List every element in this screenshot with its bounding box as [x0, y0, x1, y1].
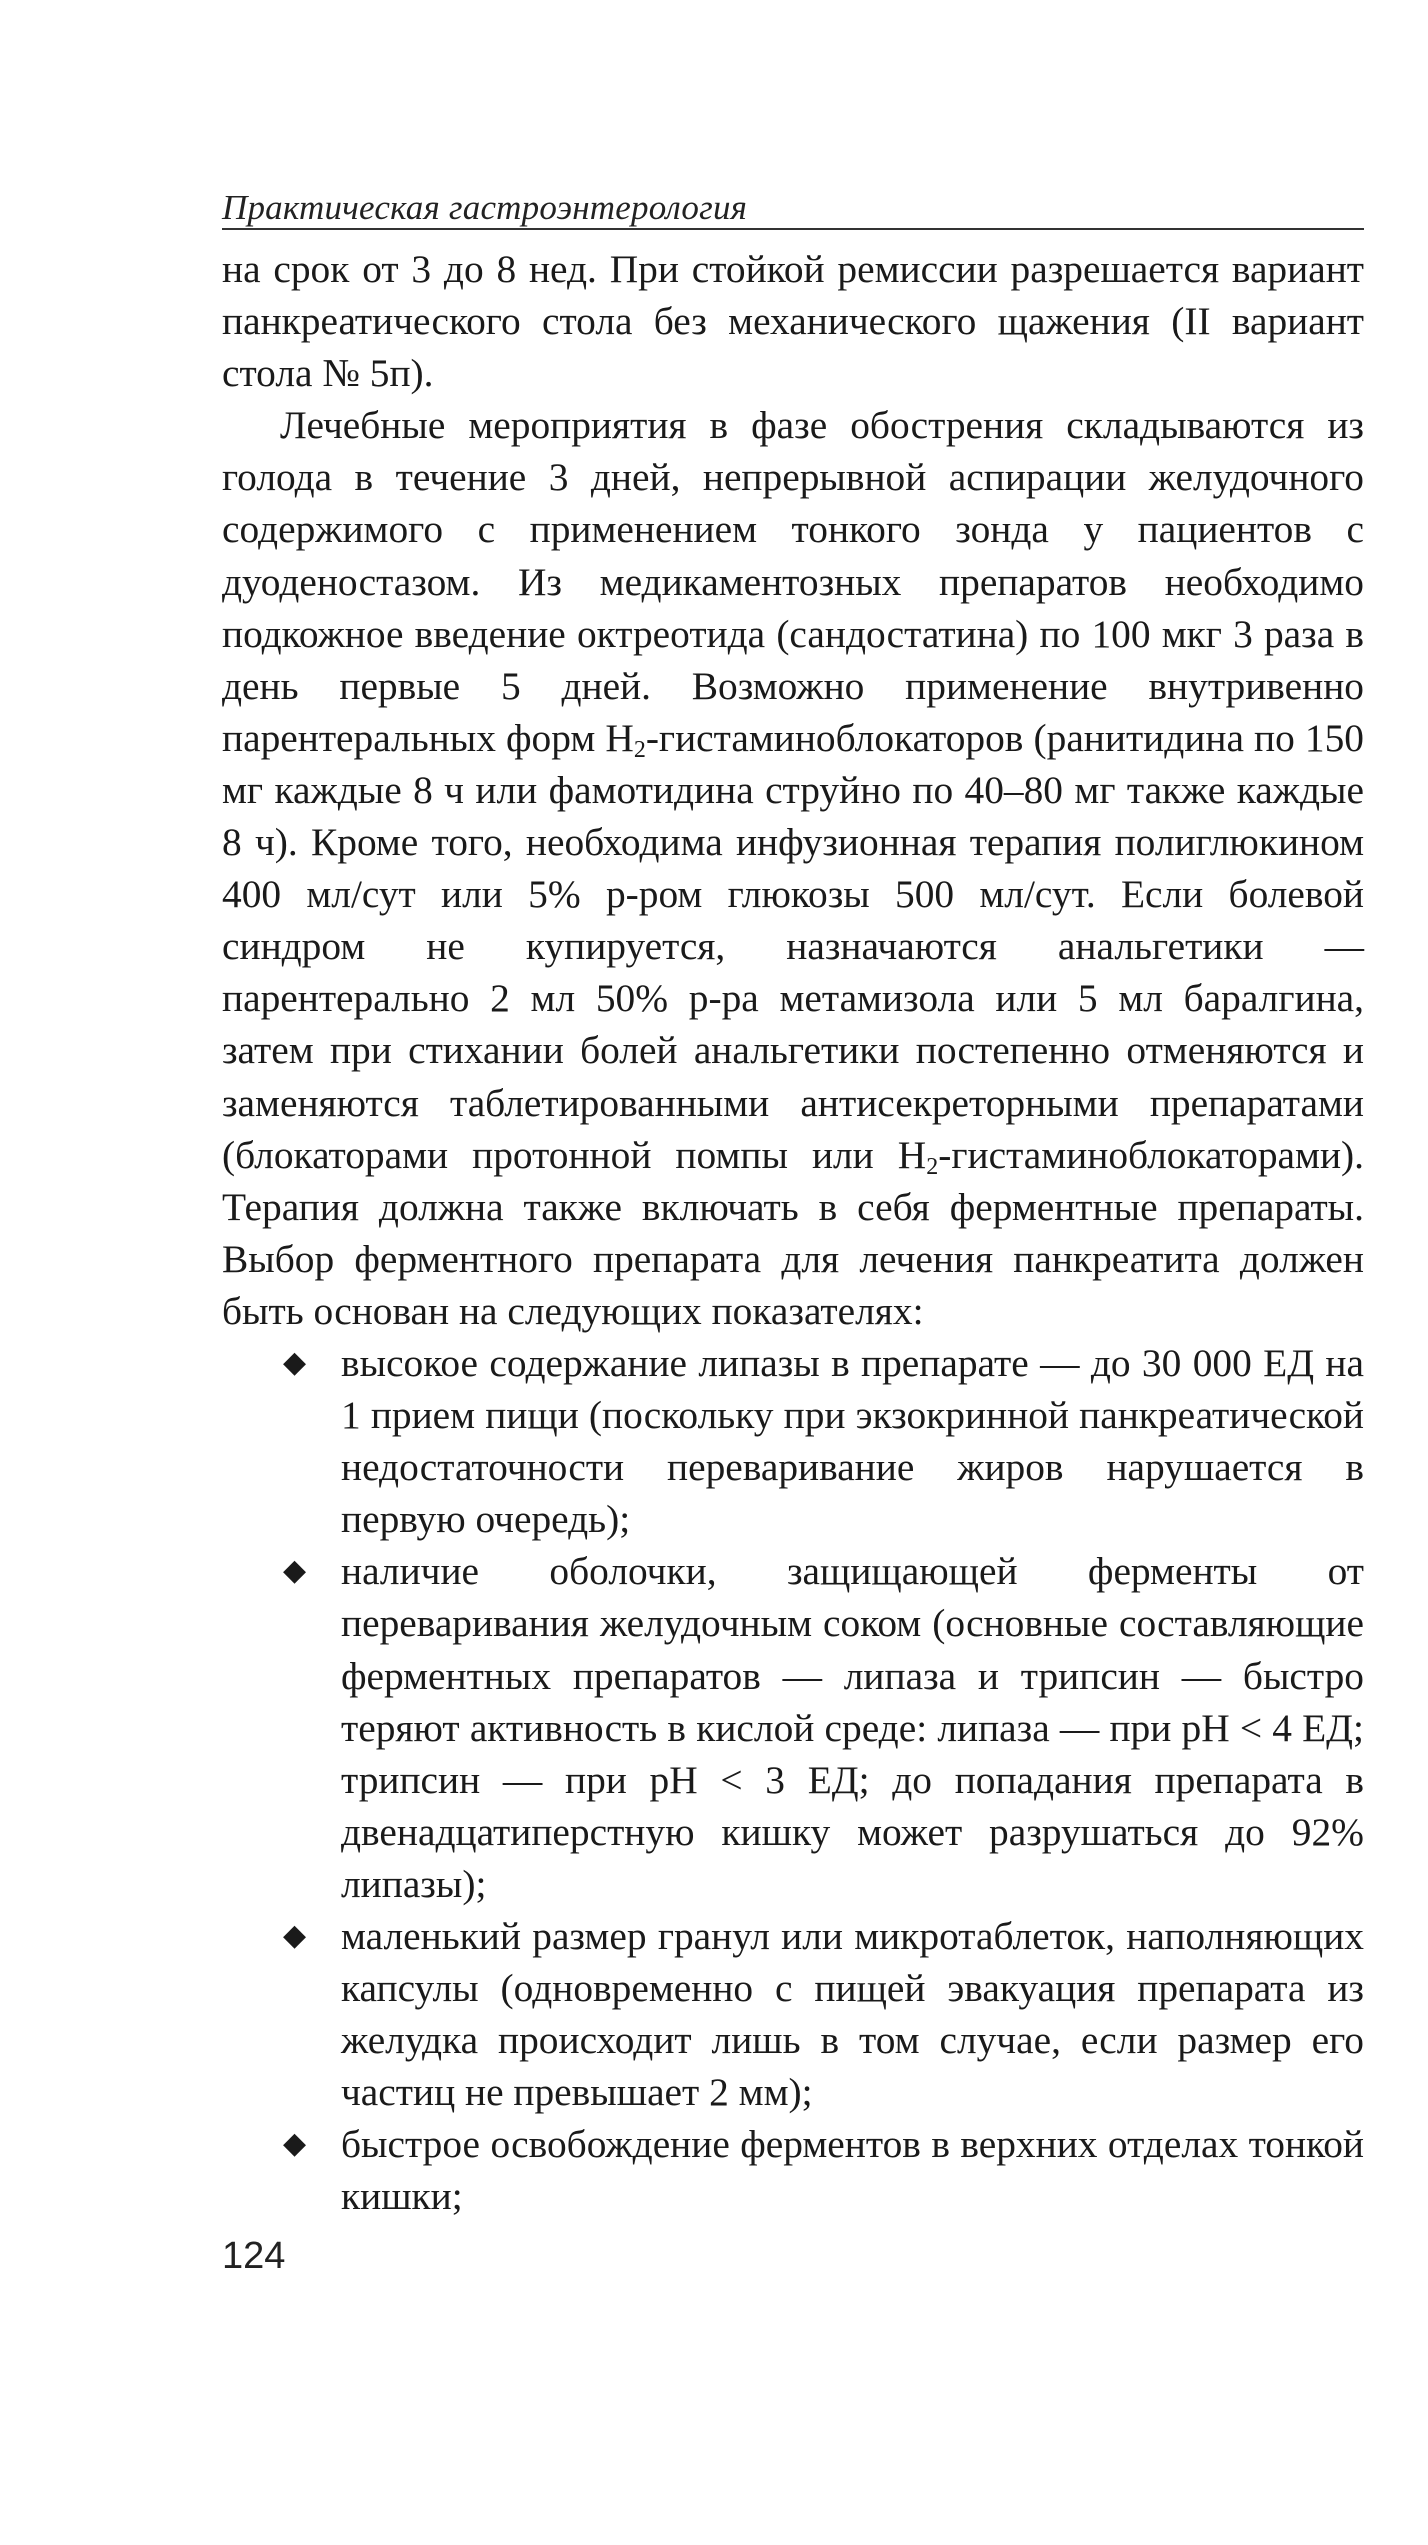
criteria-list: [222, 1337, 1364, 2223]
diamond-bullet-icon: ◆: [283, 1919, 307, 1952]
list-item: [222, 1910, 1364, 2118]
page-number: 124: [222, 2235, 286, 2277]
list-item: [222, 1337, 1364, 1545]
paragraph-text: -гистаминоблокаторов (ранитидина по 150 мг каждые 8 ч или фамотидина струйно по 40–80 мг также каждые 8 ч). Кроме того, необходима инфузионная терапия полиглюкином 400 мл/сут или 5% р-ром глюкозы 500 мл/сут. Если болевой синдром не купируется, назначаются анальгетики — парентерально 2 мл 50% р-ра метамизола или 5 мл баралгина, затем при стихании болей анальгетики постепенно отменяются и заменяются таблетированными антисекреторными препаратами (блокаторами протонной помпы или Н: [222, 715, 1365, 1177]
list-item-text: высокое содержание липазы в препарате — до 30 000 ЕД на 1 прием пищи (поскольку при экзокринной панкреатической недостаточности переваривание жиров нарушается в первую очередь);: [341, 1340, 1364, 1542]
body-text: [222, 243, 1364, 2223]
list-item-text: быстрое освобождение ферментов в верхних отделах тонкой кишки;: [341, 2122, 1364, 2219]
subscript: 2: [633, 736, 646, 763]
list-item: [222, 1545, 1364, 1910]
paragraph-text: на срок от 3 до 8 нед. При стойкой ремиссии разрешается вариант панкреатического стола без механического щажения (II вариант стола № 5п).: [222, 247, 1364, 396]
diamond-bullet-icon: ◆: [283, 1345, 307, 1379]
list-item: [222, 2118, 1364, 2222]
paragraph-text: Лечебные мероприятия в фазе обострения складываются из голода в течение 3 дней, непрерывной аспирации желудочного содержимого с применением тонкого зонда у пациентов с дуоденостазом. Из медикаментозных препаратов необходимо подкожное введение октреотида (сандостатина) по 100 мкг 3 раза в день первые 5 дней. Возможно применение внутривенно парентеральных форм Н: [222, 403, 1364, 760]
paragraph-text: -гистаминоблокаторами). Терапия должна также включать в себя ферментные препараты. Выбор ферментного препарата для лечения панкреатита должен быть основан на следующих показателях:: [222, 1132, 1364, 1333]
paragraph-treatment: [222, 399, 1364, 1337]
diamond-bullet-icon: ◆: [283, 2127, 307, 2161]
list-item-text: маленький размер гранул или микротаблеток, наполняющих капсулы (одновременно с пищей эвакуация препарата из желудка происходит лишь в том случае, если размер его частиц не превышает 2 мм);: [341, 1914, 1364, 2115]
header-rule: [222, 228, 1364, 230]
paragraph-continuation: [222, 243, 1364, 399]
list-item-text: наличие оболочки, защищающей ферменты от переваривания желудочным соком (основные составляющие ферментных препаратов — липаза и трипсин — быстро теряют активность в кислой среде: липаза — при рН < 4 ЕД; трипсин — при рН < 3 ЕД; до попадания препарата в двенадцатиперстную кишку может разрушаться до 92% липазы);: [341, 1549, 1364, 1906]
running-header: Практическая гастроэнтерология: [222, 188, 748, 227]
subscript: 2: [926, 1153, 939, 1180]
diamond-bullet-icon: ◆: [283, 1554, 307, 1588]
